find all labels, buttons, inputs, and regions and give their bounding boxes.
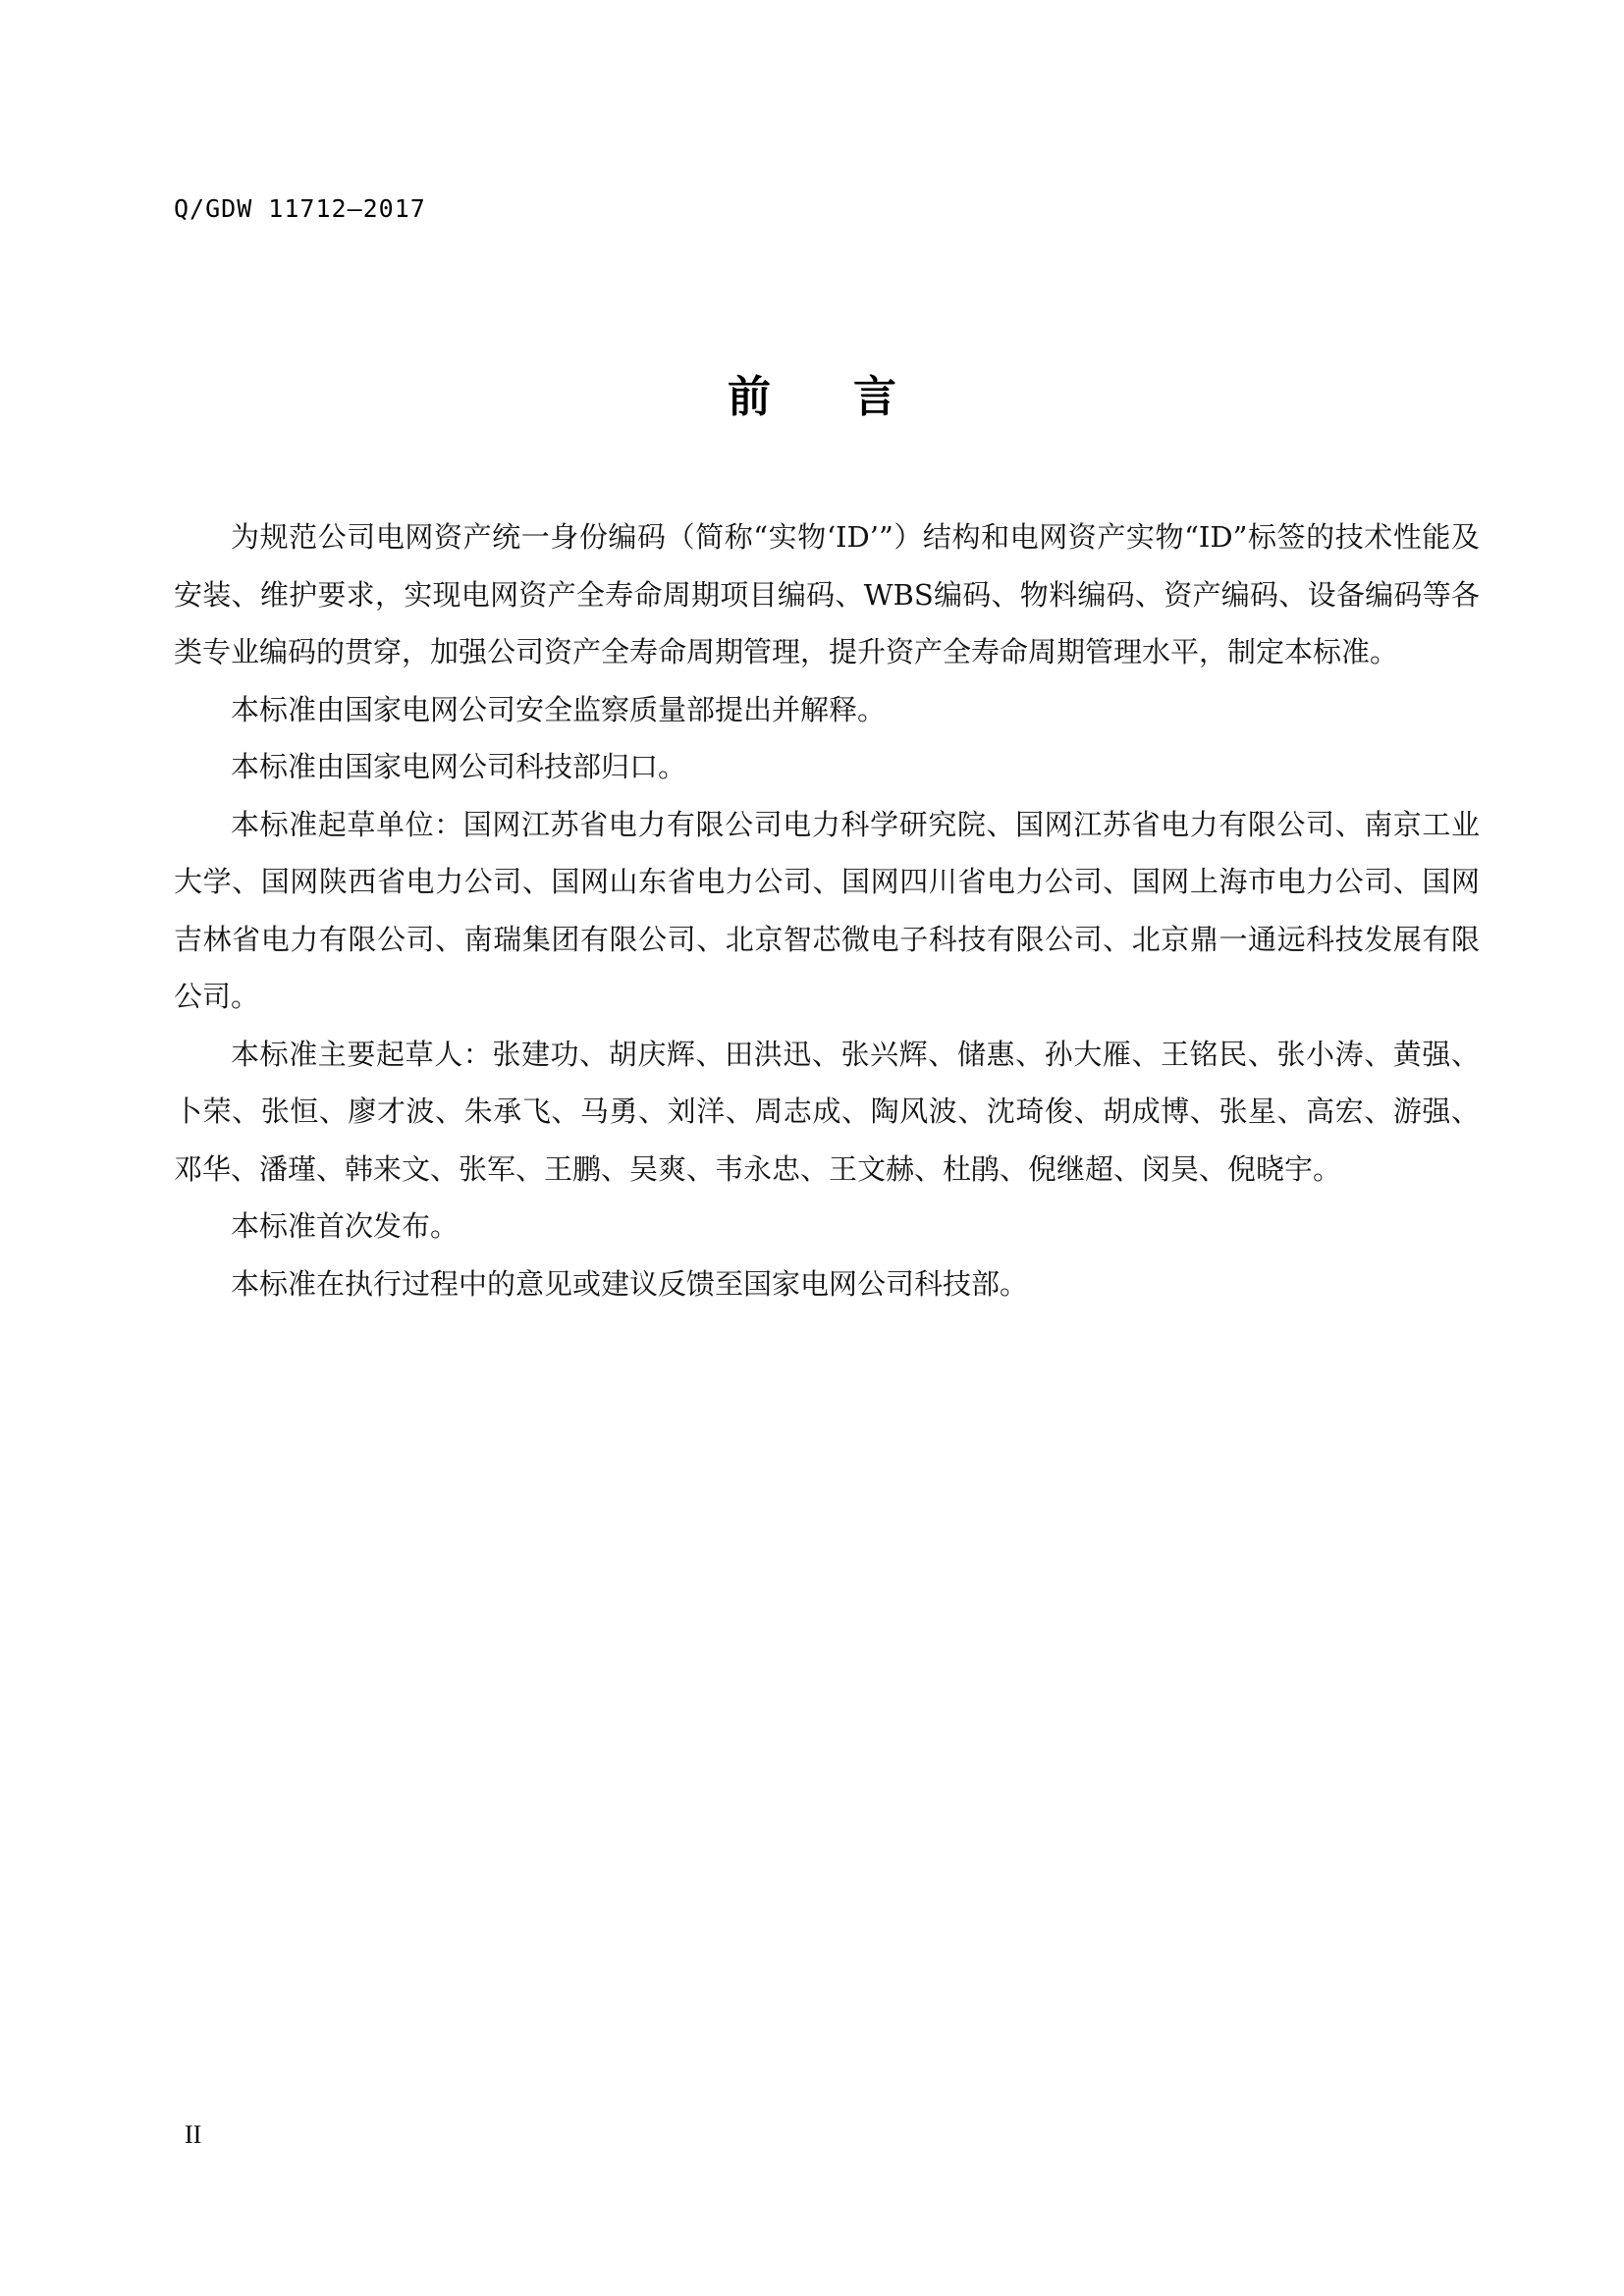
title-char-2: 言 (853, 372, 979, 422)
standard-code: Q/GDW 11712—2017 (174, 194, 426, 223)
page-title (0, 361, 1624, 424)
paragraph-drafters: 本标准主要起草人：张建功、胡庆辉、田洪迅、张兴辉、储惠、孙大雁、王铭民、张小涛、黄强、卜荣、张恒、廖才波、朱承飞、马勇、刘洋、周志成、陶风波、沈琦俊、胡成博、张星、高宏、游强、邓华、潘瑾、韩来文、张军、王鹏、吴爽、韦永忠、王文赫、杜鹃、倪继超、闵昊、倪晓宇。 (174, 1037, 1480, 1186)
paragraph-centralized-by: 本标准由国家电网公司科技部归口。 (231, 750, 687, 783)
page-number: II (185, 2120, 202, 2149)
paragraph-first-release: 本标准首次发布。 (231, 1209, 460, 1243)
paragraph-drafting-units: 本标准起草单位：国网江苏省电力有限公司电力科学研究院、国网江苏省电力有限公司、南京工业大学、国网陕西省电力公司、国网山东省电力公司、国网四川省电力公司、国网上海市电力公司、国网吉林省电力有限公司、南瑞集团有限公司、北京智芯微电子科技有限公司、北京鼎一通远科技发展有限公司。 (174, 807, 1480, 1013)
paragraph-proposer: 本标准由国家电网公司安全监察质量部提出并解释。 (231, 692, 887, 726)
paragraph-purpose: 为规范公司电网资产统一身份编码（简称“实物‘ID’”）结构和电网资产实物“ID”标签的技术性能及安装、维护要求，实现电网资产全寿命周期项目编码、WBS编码、物料编码、资产编码、设备编码等各类专业编码的贯穿，加强公司资产全寿命周期管理，提升资产全寿命周期管理水平，制定本标准。 (174, 520, 1480, 668)
title-char-1: 前 (728, 372, 853, 422)
paragraph-feedback: 本标准在执行过程中的意见或建议反馈至国家电网公司科技部。 (231, 1266, 1029, 1301)
foreword-body (174, 508, 1480, 1312)
